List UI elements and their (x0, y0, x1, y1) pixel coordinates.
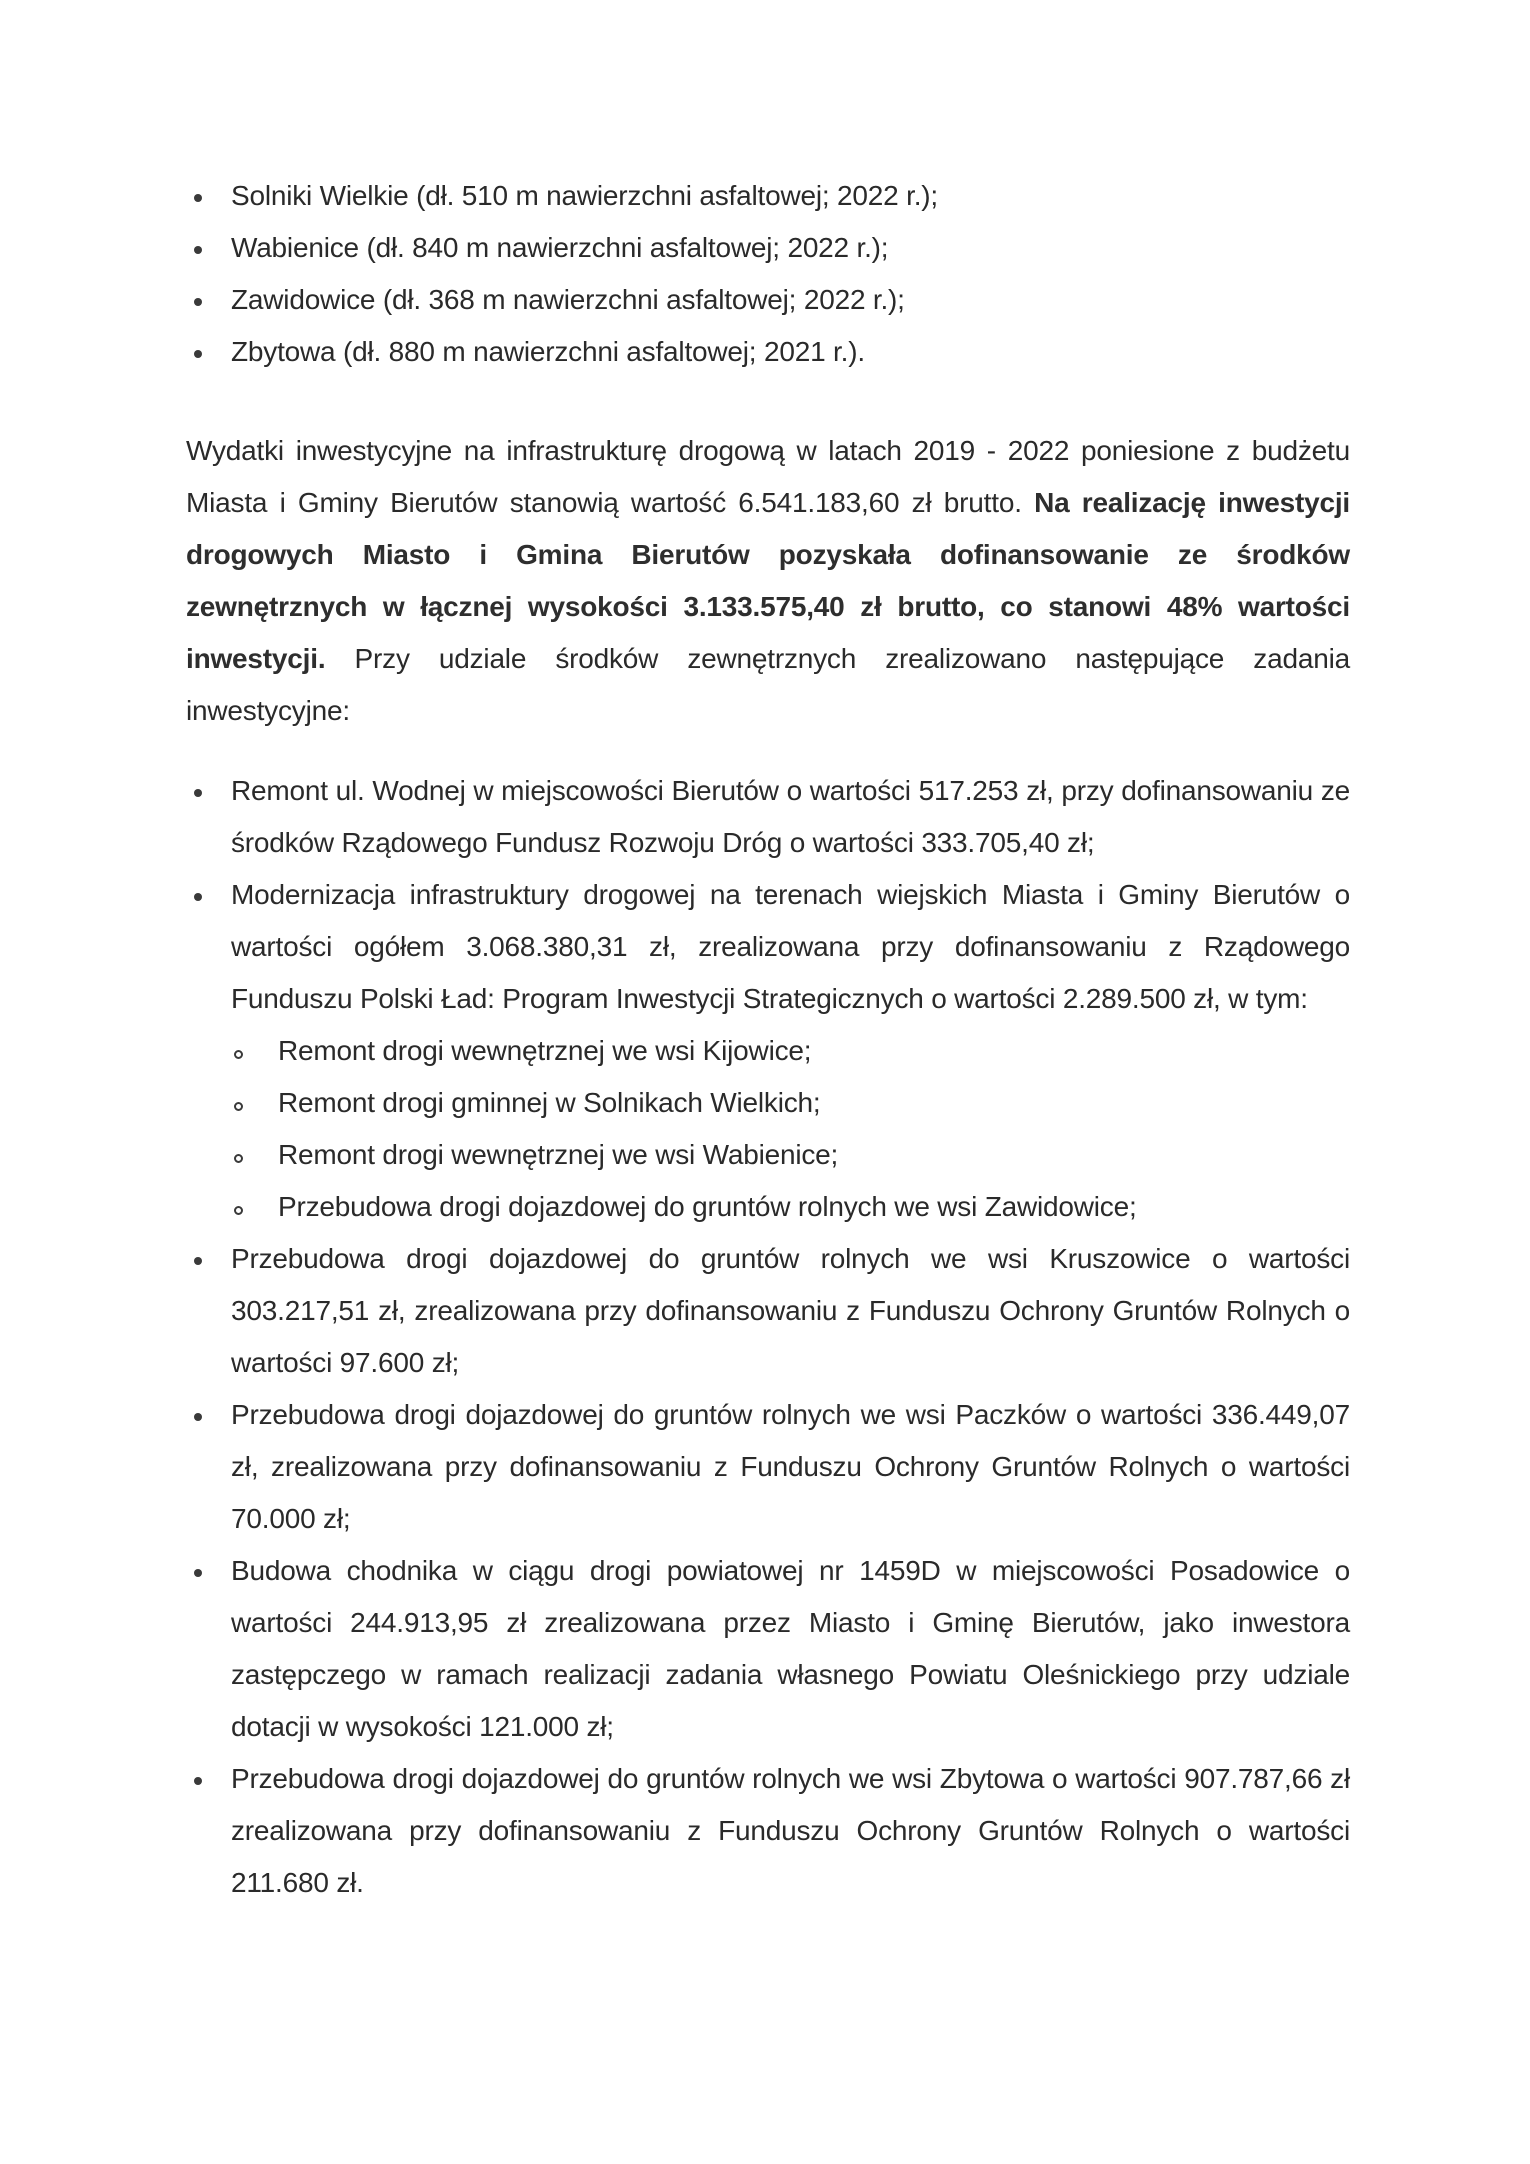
list-item: Wabienice (dł. 840 m nawierzchni asfaltowej; 2022 r.); (186, 222, 1350, 274)
list-item: Zbytowa (dł. 880 m nawierzchni asfaltowej; 2021 r.). (186, 326, 1350, 378)
sub-list-item: Remont drogi gminnej w Solnikach Wielkich; (186, 1077, 1350, 1129)
paragraph-intro: Wydatki inwestycyjne na infrastrukturę drogową w latach 2019 - 2022 poniesione z budżetu Miasta i Gminy Bierutów stanowią wartość 6.541.183,60 zł brutto. (186, 435, 1350, 518)
circle-bullet-icon (234, 1154, 243, 1163)
list-item: Przebudowa drogi dojazdowej do gruntów rolnych we wsi Zbytowa o wartości 907.787,66 zł zrealizowana przy dofinansowaniu z Funduszu Ochrony Gruntów Rolnych o wartości 211.680 zł. (186, 1753, 1350, 1909)
sub-list-item: Przebudowa drogi dojazdowej do gruntów rolnych we wsi Zawidowice; (186, 1181, 1350, 1233)
bullet-icon (194, 789, 202, 797)
paragraph-bold: Na realizację inwestycji drogowych Miasto i Gmina Bierutów pozyskała dofinansowanie ze środków zewnętrznych w łącznej wysokości 3.133.575,40 zł brutto, co stanowi 48% wartości inwestycji. (186, 487, 1350, 674)
bullet-icon (194, 1257, 202, 1265)
road-list (186, 170, 1350, 378)
list-item: Modernizacja infrastruktury drogowej na terenach wiejskich Miasta i Gminy Bierutów o wartości ogółem 3.068.380,31 zł, zrealizowana przy dofinansowaniu z Rządowego Funduszu Polski Ład: Program Inwestycji Strategicznych o wartości 2.289.500 zł, w tym: (186, 869, 1350, 1025)
expenditure-paragraph (186, 425, 1350, 737)
bullet-icon (194, 194, 202, 202)
circle-bullet-icon (234, 1102, 243, 1111)
list-item: Przebudowa drogi dojazdowej do gruntów rolnych we wsi Paczków o wartości 336.449,07 zł, zrealizowana przy dofinansowaniu z Funduszu Ochrony Gruntów Rolnych o wartości 70.000 zł; (186, 1389, 1350, 1545)
bullet-icon (194, 350, 202, 358)
sub-list (186, 1025, 1350, 1233)
list-item: Przebudowa drogi dojazdowej do gruntów rolnych we wsi Kruszowice o wartości 303.217,51 zł, zrealizowana przy dofinansowaniu z Funduszu Ochrony Gruntów Rolnych o wartości 97.600 zł; (186, 1233, 1350, 1389)
bullet-icon (194, 1777, 202, 1785)
bullet-icon (194, 298, 202, 306)
circle-bullet-icon (234, 1050, 243, 1059)
bullet-icon (194, 893, 202, 901)
document-body (186, 170, 1350, 1909)
list-item: Solniki Wielkie (dł. 510 m nawierzchni asfaltowej; 2022 r.); (186, 170, 1350, 222)
sub-list-item: Remont drogi wewnętrznej we wsi Kijowice; (186, 1025, 1350, 1077)
list-item: Remont ul. Wodnej w miejscowości Bierutów o wartości 517.253 zł, przy dofinansowaniu ze środków Rządowego Fundusz Rozwoju Dróg o wartości 333.705,40 zł; (186, 765, 1350, 869)
investment-list-continued (186, 1233, 1350, 1909)
list-item: Budowa chodnika w ciągu drogi powiatowej nr 1459D w miejscowości Posadowice o wartości 244.913,95 zł zrealizowana przez Miasto i Gminę Bierutów, jako inwestora zastępczego w ramach realizacji zadania własnego Powiatu Oleśnickiego przy udziale dotacji w wysokości 121.000 zł; (186, 1545, 1350, 1753)
bullet-icon (194, 246, 202, 254)
bullet-icon (194, 1569, 202, 1577)
paragraph-outro: Przy udziale środków zewnętrznych zrealizowano następujące zadania inwestycyjne: (186, 643, 1350, 726)
list-item: Zawidowice (dł. 368 m nawierzchni asfaltowej; 2022 r.); (186, 274, 1350, 326)
sub-list-item: Remont drogi wewnętrznej we wsi Wabienice; (186, 1129, 1350, 1181)
circle-bullet-icon (234, 1206, 243, 1215)
bullet-icon (194, 1413, 202, 1421)
investment-list (186, 765, 1350, 1025)
